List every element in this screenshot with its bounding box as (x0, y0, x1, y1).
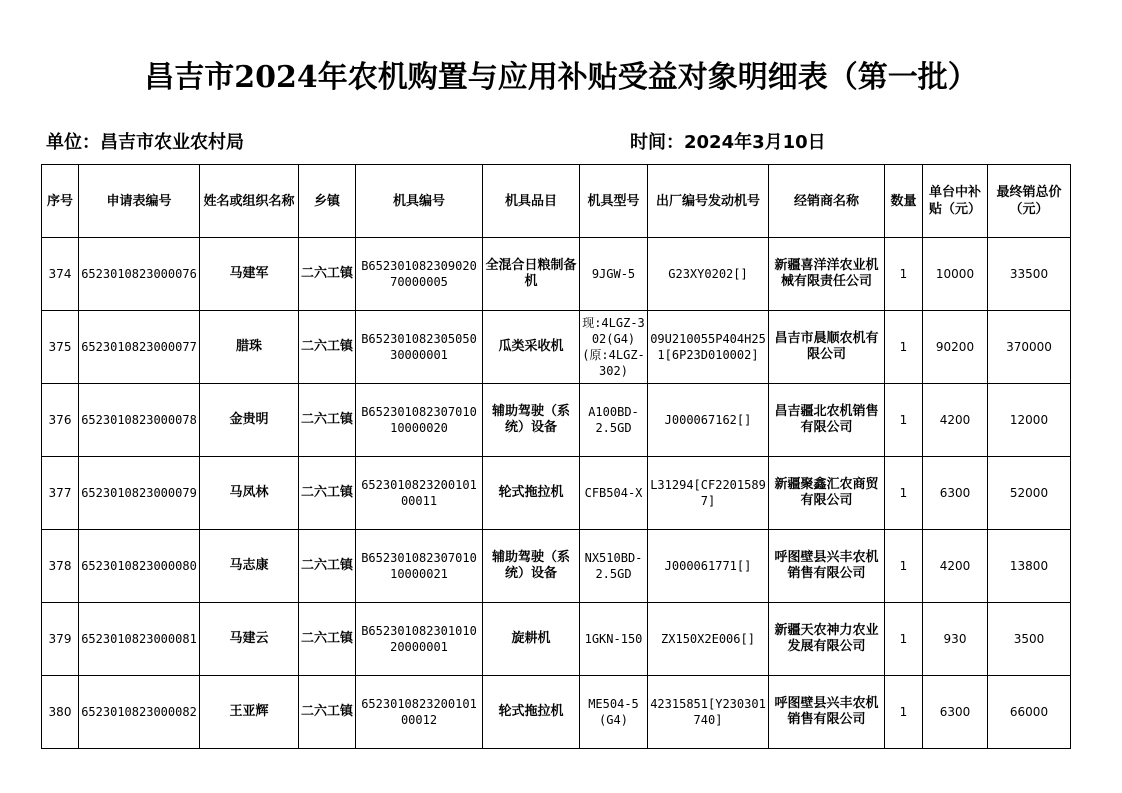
col-header-machine-no: 机具编号 (356, 165, 483, 238)
col-header-serial: 序号 (42, 165, 79, 238)
cell-dealer: 新疆天农神力农业发展有限公司 (769, 603, 885, 676)
cell-quantity: 1 (885, 457, 923, 530)
cell-application-no: 6523010823000081 (79, 603, 200, 676)
table-row (42, 603, 1071, 676)
col-header-machine-category: 机具品目 (483, 165, 580, 238)
table-body (42, 238, 1071, 749)
cell-dealer: 昌吉市晨顺农机有限公司 (769, 311, 885, 384)
cell-machine-no: 652301082320010100012 (356, 676, 483, 749)
cell-machine-model: NX510BD-2.5GD (580, 530, 648, 603)
cell-serial: 378 (42, 530, 79, 603)
cell-quantity: 1 (885, 530, 923, 603)
cell-machine-model: 1GKN-150 (580, 603, 648, 676)
cell-serial: 374 (42, 238, 79, 311)
cell-quantity: 1 (885, 238, 923, 311)
cell-machine-category: 辅助驾驶（系统）设备 (483, 530, 580, 603)
cell-quantity: 1 (885, 603, 923, 676)
cell-machine-model: 现:4LGZ-302(G4)(原:4LGZ-302) (580, 311, 648, 384)
cell-factory-engine-no: 09U210055P404H251[6P23D010002] (648, 311, 769, 384)
cell-application-no: 6523010823000077 (79, 311, 200, 384)
cell-application-no: 6523010823000076 (79, 238, 200, 311)
cell-machine-model: ME504-5(G4) (580, 676, 648, 749)
cell-application-no: 6523010823000079 (79, 457, 200, 530)
cell-subsidy: 10000 (923, 238, 988, 311)
cell-subsidy: 4200 (923, 530, 988, 603)
cell-subsidy: 90200 (923, 311, 988, 384)
cell-machine-no: 652301082320010100011 (356, 457, 483, 530)
cell-township: 二六工镇 (299, 238, 356, 311)
col-header-machine-model: 机具型号 (580, 165, 648, 238)
col-header-dealer: 经销商名称 (769, 165, 885, 238)
table-row (42, 238, 1071, 311)
cell-machine-category: 轮式拖拉机 (483, 457, 580, 530)
cell-factory-engine-no: G23XY0202[] (648, 238, 769, 311)
cell-factory-engine-no: 42315851[Y230301740] (648, 676, 769, 749)
cell-factory-engine-no: J000067162[] (648, 384, 769, 457)
cell-dealer: 新疆聚鑫汇农商贸有限公司 (769, 457, 885, 530)
cell-total-price: 370000 (988, 311, 1071, 384)
cell-machine-category: 辅助驾驶（系统）设备 (483, 384, 580, 457)
cell-total-price: 12000 (988, 384, 1071, 457)
cell-machine-model: A100BD-2.5GD (580, 384, 648, 457)
cell-name: 王亚辉 (200, 676, 299, 749)
cell-quantity: 1 (885, 311, 923, 384)
cell-name: 金贵明 (200, 384, 299, 457)
cell-township: 二六工镇 (299, 384, 356, 457)
cell-application-no: 6523010823000078 (79, 384, 200, 457)
cell-name: 马志康 (200, 530, 299, 603)
cell-factory-engine-no: L31294[CF22015897] (648, 457, 769, 530)
col-header-quantity: 数量 (885, 165, 923, 238)
cell-quantity: 1 (885, 384, 923, 457)
date-label: 时间：2024年3月10日 (630, 132, 826, 153)
cell-serial: 380 (42, 676, 79, 749)
cell-machine-category: 瓜类采收机 (483, 311, 580, 384)
unit-label: 单位：昌吉市农业农村局 (46, 132, 244, 153)
cell-machine-model: 9JGW-5 (580, 238, 648, 311)
beneficiary-table (41, 164, 1071, 749)
cell-total-price: 13800 (988, 530, 1071, 603)
cell-serial: 375 (42, 311, 79, 384)
cell-township: 二六工镇 (299, 530, 356, 603)
cell-factory-engine-no: ZX150X2E006[] (648, 603, 769, 676)
col-header-application-no: 申请表编号 (79, 165, 200, 238)
col-header-subsidy: 单台中补贴（元） (923, 165, 988, 238)
cell-machine-category: 全混合日粮制备机 (483, 238, 580, 311)
cell-township: 二六工镇 (299, 457, 356, 530)
col-header-factory-engine-no: 出厂编号发动机号 (648, 165, 769, 238)
cell-total-price: 3500 (988, 603, 1071, 676)
cell-subsidy: 4200 (923, 384, 988, 457)
col-header-total-price: 最终销总价（元） (988, 165, 1071, 238)
col-header-name: 姓名或组织名称 (200, 165, 299, 238)
cell-application-no: 6523010823000080 (79, 530, 200, 603)
cell-dealer: 昌吉疆北农机销售有限公司 (769, 384, 885, 457)
table-row (42, 676, 1071, 749)
cell-total-price: 52000 (988, 457, 1071, 530)
table-row (42, 311, 1071, 384)
cell-machine-no: B65230108230101020000001 (356, 603, 483, 676)
cell-township: 二六工镇 (299, 311, 356, 384)
cell-dealer: 呼图壁县兴丰农机销售有限公司 (769, 530, 885, 603)
cell-machine-no: B65230108230701010000020 (356, 384, 483, 457)
cell-machine-no: B65230108230701010000021 (356, 530, 483, 603)
cell-quantity: 1 (885, 676, 923, 749)
cell-serial: 376 (42, 384, 79, 457)
cell-dealer: 新疆喜洋洋农业机械有限责任公司 (769, 238, 885, 311)
cell-dealer: 呼图壁县兴丰农机销售有限公司 (769, 676, 885, 749)
cell-name: 马建云 (200, 603, 299, 676)
cell-machine-category: 轮式拖拉机 (483, 676, 580, 749)
page-title: 昌吉市2024年农机购置与应用补贴受益对象明细表（第一批） (144, 60, 978, 95)
table-header-row (42, 165, 1071, 238)
cell-total-price: 33500 (988, 238, 1071, 311)
cell-machine-category: 旋耕机 (483, 603, 580, 676)
cell-factory-engine-no: J000061771[] (648, 530, 769, 603)
cell-subsidy: 930 (923, 603, 988, 676)
cell-name: 马建军 (200, 238, 299, 311)
cell-township: 二六工镇 (299, 676, 356, 749)
col-header-township: 乡镇 (299, 165, 356, 238)
table-row (42, 384, 1071, 457)
cell-serial: 377 (42, 457, 79, 530)
cell-machine-model: CFB504-X (580, 457, 648, 530)
cell-machine-no: B65230108230505030000001 (356, 311, 483, 384)
cell-township: 二六工镇 (299, 603, 356, 676)
cell-subsidy: 6300 (923, 457, 988, 530)
cell-subsidy: 6300 (923, 676, 988, 749)
cell-machine-no: B65230108230902070000005 (356, 238, 483, 311)
cell-serial: 379 (42, 603, 79, 676)
table-row (42, 457, 1071, 530)
cell-application-no: 6523010823000082 (79, 676, 200, 749)
cell-name: 马凤林 (200, 457, 299, 530)
table-row (42, 530, 1071, 603)
cell-total-price: 66000 (988, 676, 1071, 749)
cell-name: 腊珠 (200, 311, 299, 384)
